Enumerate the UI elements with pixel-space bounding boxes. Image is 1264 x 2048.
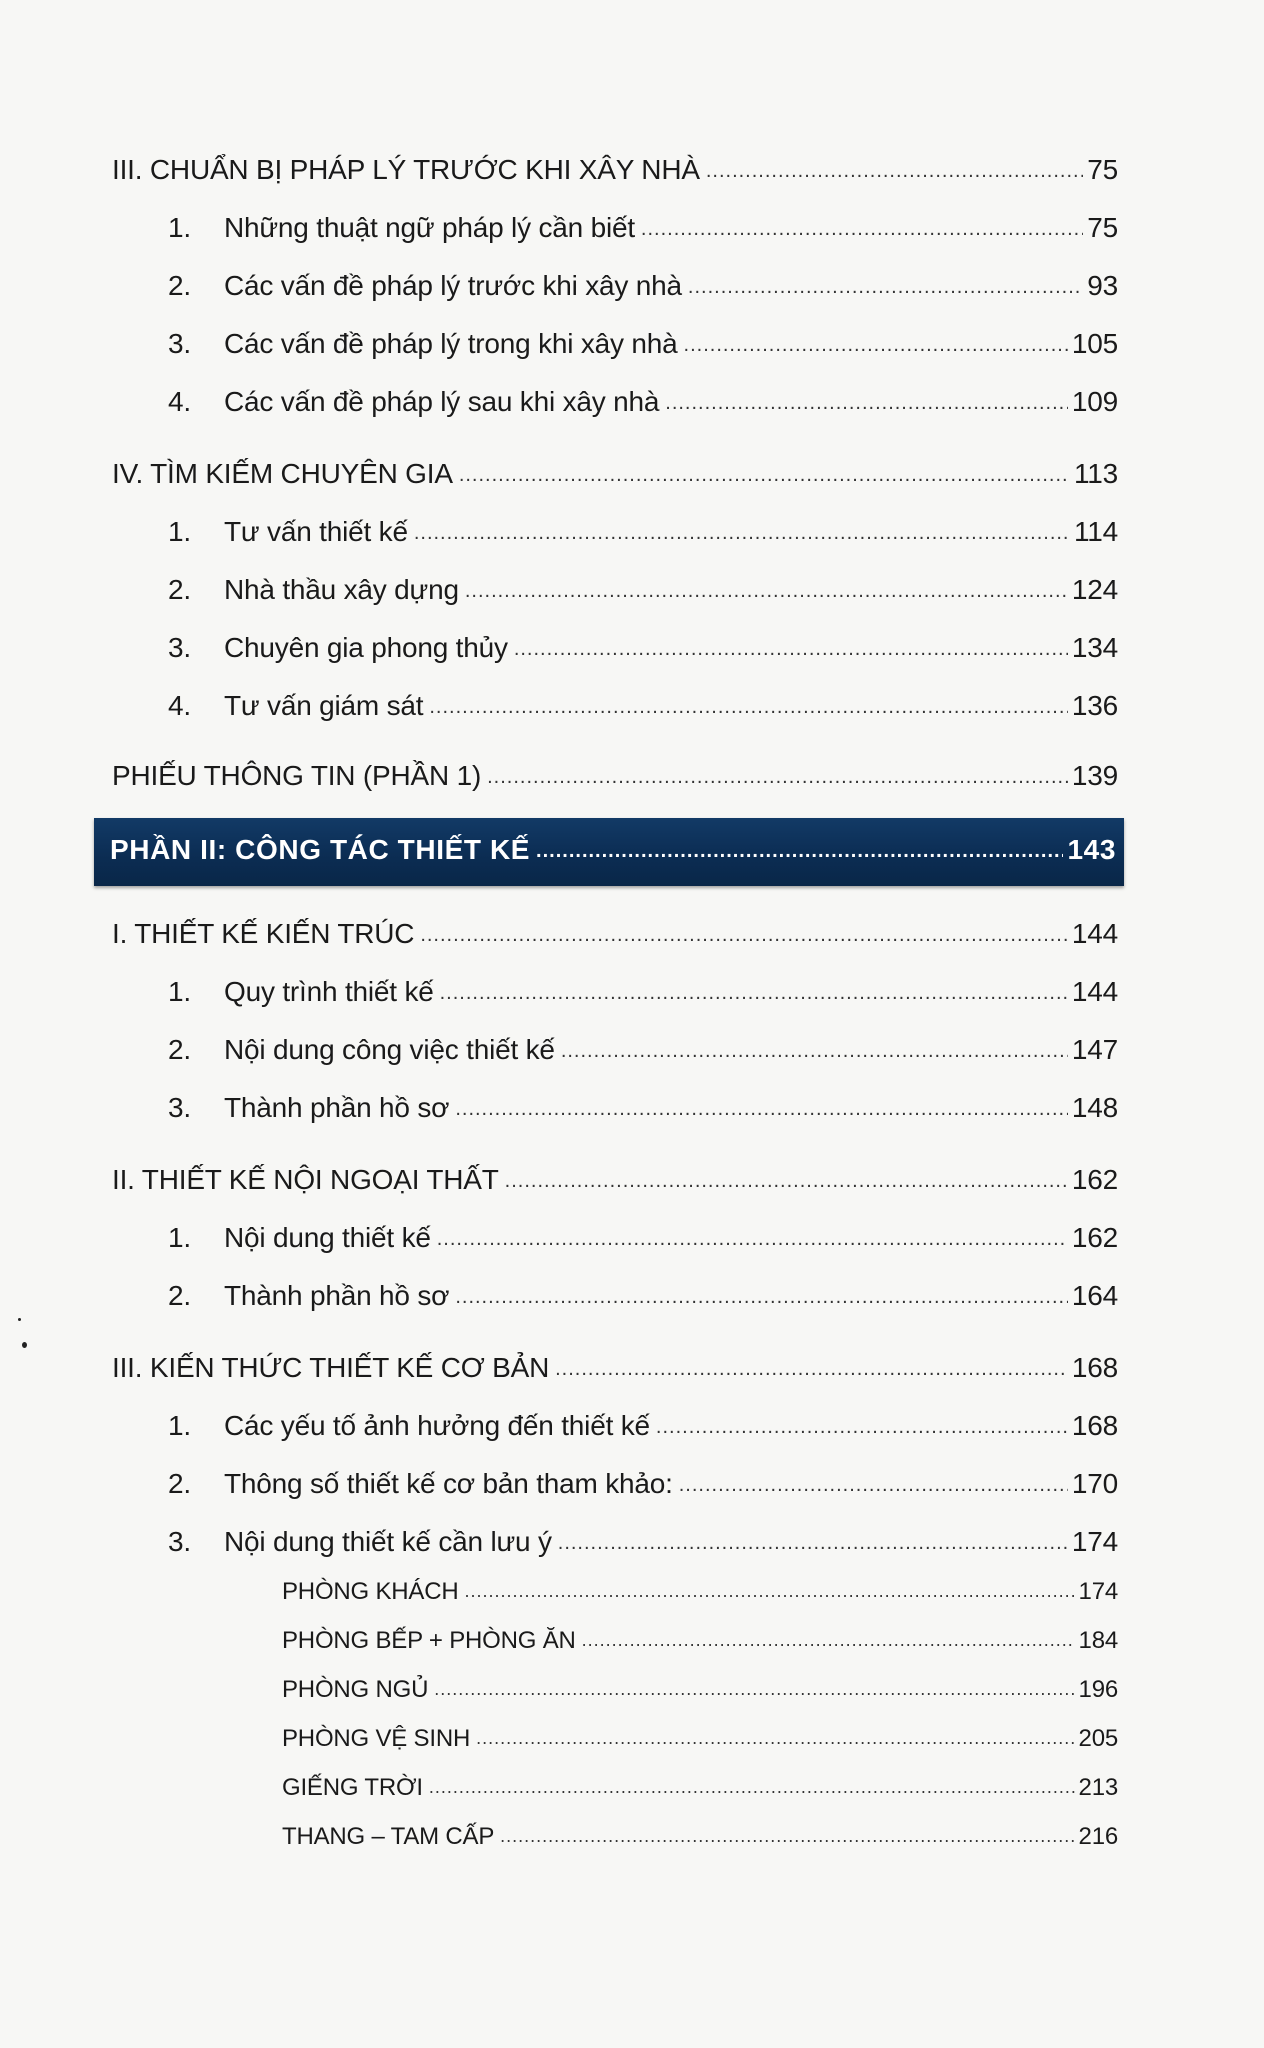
toc-entry-number: 2. — [168, 1280, 191, 1311]
toc-entry-label: Nội dung thiết kế cần lưu ý — [224, 1526, 552, 1557]
toc-leader-dots — [558, 1524, 1068, 1556]
toc-entry-section — [112, 760, 1118, 792]
toc-entry-item — [168, 690, 1118, 722]
toc-entry-page: 196 — [1078, 1676, 1118, 1703]
toc-entry-item — [168, 976, 1118, 1008]
toc-entry-page: 134 — [1071, 632, 1118, 663]
toc-entry-label: Thành phần hồ sơ — [224, 1280, 450, 1311]
toc-entry-item — [168, 386, 1118, 418]
toc-entry-label: Thông số thiết kế cơ bản tham khảo: — [224, 1468, 673, 1499]
toc-leader-dots — [455, 1278, 1068, 1310]
toc-entry-page: 162 — [1071, 1222, 1118, 1253]
toc-entry-page: 124 — [1071, 574, 1118, 605]
toc-entry-page: 216 — [1078, 1823, 1118, 1850]
toc-entry-section — [112, 1164, 1118, 1196]
toc-leader-dots — [536, 832, 1063, 864]
toc-entry-label: PHẦN II: CÔNG TÁC THIẾT KẾ — [110, 834, 531, 865]
toc-entry-page: 168 — [1071, 1410, 1118, 1441]
toc-entry-item — [168, 1034, 1118, 1066]
toc-entry-page: 162 — [1071, 1164, 1118, 1195]
toc-entry-number: 1. — [168, 1410, 191, 1441]
toc-entry-page: 109 — [1071, 386, 1118, 417]
toc-leader-dots — [459, 456, 1070, 488]
toc-leader-dots — [487, 758, 1068, 790]
toc-entry-number: 1. — [168, 212, 191, 243]
toc-entry-page: 147 — [1071, 1034, 1118, 1065]
toc-leader-dots — [555, 1350, 1068, 1382]
toc-entry-page: 93 — [1087, 270, 1118, 301]
toc-entry-label: I. THIẾT KẾ KIẾN TRÚC — [112, 918, 415, 949]
toc-entry-label: Các yếu tố ảnh hưởng đến thiết kế — [224, 1410, 650, 1441]
toc-leader-dots — [561, 1032, 1068, 1064]
toc-entry-item — [168, 1222, 1118, 1254]
toc-leader-dots — [679, 1466, 1068, 1498]
toc-entry-section — [112, 154, 1118, 186]
toc-leader-dots — [514, 630, 1068, 662]
toc-entry-label: GIẾNG TRỜI — [282, 1774, 423, 1801]
toc-entry-label: PHÒNG KHÁCH — [282, 1578, 459, 1605]
toc-entry-label: THANG – TAM CẤP — [282, 1823, 495, 1850]
toc-entry-label: Các vấn đề pháp lý trước khi xây nhà — [224, 270, 682, 301]
toc-entry-label: PHÒNG VỆ SINH — [282, 1725, 471, 1752]
toc-entry-label: III. CHUẨN BỊ PHÁP LÝ TRƯỚC KHI XÂY NHÀ — [112, 154, 700, 185]
toc-leader-dots — [429, 688, 1068, 720]
toc-entry-page: 148 — [1071, 1092, 1118, 1123]
toc-entry-page: 144 — [1071, 976, 1118, 1007]
toc-entry-section — [112, 458, 1118, 490]
toc-entry-label: Các vấn đề pháp lý trong khi xây nhà — [224, 328, 678, 359]
toc-entry-page: 143 — [1067, 834, 1116, 865]
toc-entry-label: II. THIẾT KẾ NỘI NGOẠI THẤT — [112, 1164, 499, 1195]
toc-entry-item — [168, 1526, 1118, 1558]
toc-entry-label: Nhà thầu xây dựng — [224, 574, 459, 605]
part-heading-band — [94, 818, 1124, 886]
toc-entry-item — [168, 574, 1118, 606]
toc-leader-dots — [476, 1723, 1074, 1751]
toc-leader-dots — [665, 384, 1068, 416]
toc-entry-page: 105 — [1071, 328, 1118, 359]
toc-entry-item — [168, 516, 1118, 548]
toc-entry-label: Tư vấn thiết kế — [224, 516, 408, 547]
toc-leader-dots — [465, 572, 1068, 604]
toc-leader-dots — [414, 514, 1070, 546]
toc-entry-section — [112, 918, 1118, 950]
toc-entry-page: 139 — [1071, 760, 1118, 791]
scan-speck — [18, 1318, 21, 1321]
toc-entry-number: 1. — [168, 516, 191, 547]
toc-entry-number: 3. — [168, 632, 191, 663]
toc-leader-dots — [641, 210, 1083, 242]
toc-leader-dots — [688, 268, 1083, 300]
toc-entry-label: Nội dung thiết kế — [224, 1222, 431, 1253]
toc-entry-number: 2. — [168, 574, 191, 605]
toc-entry-page: 174 — [1071, 1526, 1118, 1557]
toc-entry-page: 75 — [1087, 154, 1118, 185]
toc-entry-page: 164 — [1071, 1280, 1118, 1311]
toc-entry-number: 2. — [168, 1468, 191, 1499]
toc-entry-page: 144 — [1071, 918, 1118, 949]
toc-entry-page: 213 — [1078, 1774, 1118, 1801]
toc-entry-page: 114 — [1073, 516, 1118, 547]
toc-entry-label: Nội dung công việc thiết kế — [224, 1034, 555, 1065]
toc-entry-label: Các vấn đề pháp lý sau khi xây nhà — [224, 386, 660, 417]
scan-speck — [22, 1342, 27, 1348]
toc-leader-dots — [434, 1674, 1074, 1702]
toc-leader-dots — [656, 1408, 1068, 1440]
toc-entry-number: 1. — [168, 1222, 191, 1253]
toc-leader-dots — [420, 916, 1068, 948]
toc-entry-subitem — [282, 1676, 1118, 1704]
toc-leader-dots — [582, 1625, 1075, 1653]
toc-entry-label: PHÒNG BẾP + PHÒNG ĂN — [282, 1627, 576, 1654]
toc-leader-dots — [440, 974, 1068, 1006]
toc-entry-subitem — [282, 1578, 1118, 1606]
toc-entry-page: 170 — [1071, 1468, 1118, 1499]
toc-entry-number: 4. — [168, 386, 191, 417]
toc-entry-label: PHIẾU THÔNG TIN (PHẦN 1) — [112, 760, 482, 791]
toc-entry-subitem — [282, 1725, 1118, 1753]
toc-entry-page: 205 — [1078, 1725, 1118, 1752]
toc-entry-label: III. KIẾN THỨC THIẾT KẾ CƠ BẢN — [112, 1352, 550, 1383]
toc-entry-label: PHÒNG NGỦ — [282, 1676, 429, 1703]
toc-entry-item — [168, 1468, 1118, 1500]
toc-entry-subitem — [282, 1823, 1118, 1851]
toc-leader-dots — [455, 1090, 1068, 1122]
toc-entry-item — [168, 270, 1118, 302]
toc-entry-page: 168 — [1071, 1352, 1118, 1383]
toc-entry-page: 136 — [1071, 690, 1118, 721]
toc-entry-page: 174 — [1078, 1578, 1118, 1605]
toc-entry-item — [168, 1410, 1118, 1442]
toc-leader-dots — [706, 152, 1083, 184]
toc-entry-number: 2. — [168, 1034, 191, 1065]
toc-leader-dots — [684, 326, 1068, 358]
toc-entry-item — [168, 1280, 1118, 1312]
toc-entry-number: 2. — [168, 270, 191, 301]
toc-entry-number: 1. — [168, 976, 191, 1007]
toc-entry-item — [168, 1092, 1118, 1124]
toc-entry-subitem — [282, 1627, 1118, 1655]
toc-leader-dots — [429, 1772, 1075, 1800]
toc-entry-label: Thành phần hồ sơ — [224, 1092, 450, 1123]
toc-leader-dots — [505, 1162, 1068, 1194]
toc-entry-section — [112, 1352, 1118, 1384]
toc-entry-number: 3. — [168, 1526, 191, 1557]
toc-entry-label: Chuyên gia phong thủy — [224, 632, 508, 663]
toc-entry-label: IV. TÌM KIẾM CHUYÊN GIA — [112, 458, 453, 489]
toc-leader-dots — [465, 1576, 1075, 1604]
toc-entry-subitem — [282, 1774, 1118, 1802]
toc-entry-label: Tư vấn giám sát — [224, 690, 424, 721]
toc-entry-number: 3. — [168, 328, 191, 359]
toc-entry-page: 113 — [1073, 458, 1118, 489]
toc-leader-dots — [437, 1220, 1068, 1252]
toc-entry-number: 4. — [168, 690, 191, 721]
toc-entry-item — [168, 212, 1118, 244]
toc-entry-page: 75 — [1087, 212, 1118, 243]
toc-entry-label: Những thuật ngữ pháp lý cần biết — [224, 212, 635, 243]
toc-entry-item — [168, 632, 1118, 664]
toc-entry-number: 3. — [168, 1092, 191, 1123]
toc-entry-item — [168, 328, 1118, 360]
toc-entry-part — [110, 834, 1116, 866]
toc-entry-page: 184 — [1078, 1627, 1118, 1654]
toc-entry-label: Quy trình thiết kế — [224, 976, 434, 1007]
toc-leader-dots — [500, 1821, 1074, 1849]
